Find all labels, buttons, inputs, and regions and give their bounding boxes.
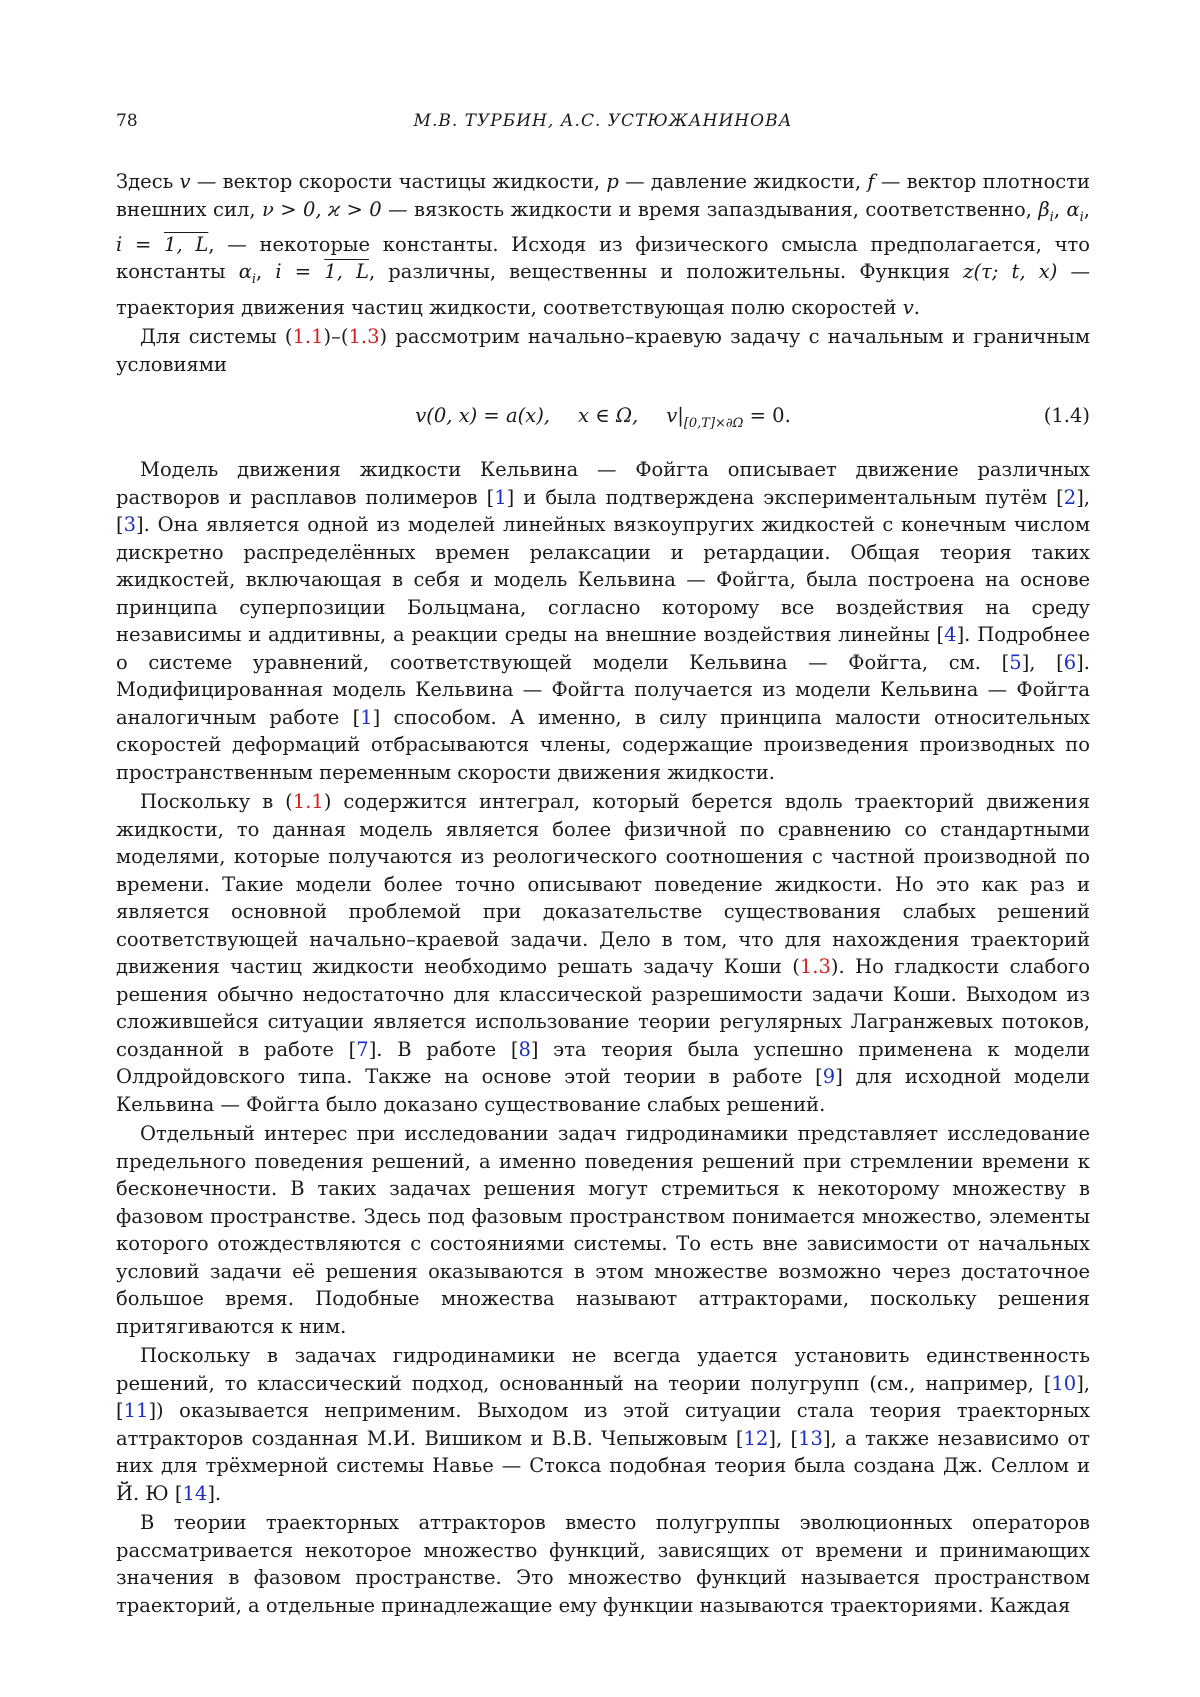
- equation-ref-1-1-second[interactable]: 1.1: [292, 790, 324, 814]
- equation-1-4: [116, 396, 1090, 436]
- citation-4[interactable]: 4: [944, 623, 957, 647]
- citation-3[interactable]: 3: [123, 513, 137, 537]
- citation-1-second[interactable]: 1: [360, 705, 373, 729]
- page-number: 78: [116, 111, 138, 131]
- citation-11[interactable]: 11: [123, 1399, 149, 1423]
- equation-ref-1-3[interactable]: 1.3: [348, 325, 380, 349]
- paragraph-trajectory-attractors: Поскольку в задачах гидродинамики не всегда удается установить единственность решений, то классический подход, основанный на теории полугрупп (см., например, [10], [11]) оказывается неприменим. Выходом из этой ситуации стала теория траекторных аттракторов созданная М.И. Вишиком и В.В. Чепыжовым [12], [13], а также независимо от них для трёхмерной системы Навье — Стокса подобная теория была создана Дж. Селлом и Й. Ю [14].: [116, 1344, 1090, 1505]
- equation-ref-1-1[interactable]: 1.1: [292, 325, 324, 349]
- citation-12[interactable]: 12: [743, 1426, 769, 1450]
- paragraph-lagrangian-flows: Поскольку в (1.1) содержится интеграл, который берется вдоль траекторий движения жидкости, то данная модель является более физичной по сравнению со стандартными моделями, которые получаются из реологического соотношения с частной производной по времени. Такие модели более точно описывают поведение жидкости. Но это как раз и является основной проблемой при доказательстве существования слабых решений соответствующей начально–краевой задачи. Дело в том, что для нахождения траекторий движения частиц жидкости необходимо решать задачу Коши (1.3). Но гладкости слабого решения обычно недостаточно для классической разрешимости задачи Коши. Выходом из сложившейся ситуации является использование теории регулярных Лагранжевых потоков, созданной в работе [7]. В работе [8] эта теория была успешно применена к модели Олдройдовского типа. Также на основе этой теории в работе [9] для исходной модели Кельвина — Фойгта было доказано существование слабых решений.: [116, 790, 1091, 1116]
- equation-body: v(0, x) = a(x), x ∈ Ω, $v|_{[0,T]\times\partial\Omega} = 0$.: [415, 404, 791, 432]
- citation-6[interactable]: 6: [1063, 650, 1077, 674]
- running-head: [116, 111, 1090, 137]
- body-text: [116, 168, 1090, 1621]
- citation-14[interactable]: 14: [182, 1481, 208, 1505]
- citation-13[interactable]: 13: [798, 1426, 823, 1450]
- citation-10[interactable]: 10: [1051, 1371, 1077, 1395]
- equation-ref-1-3-second[interactable]: 1.3: [799, 955, 831, 979]
- paragraph-trajectory-space: В теории траекторных аттракторов вместо полугруппы эволюционных операторов рассматривается некоторое множество функций, зависящих от времени и принимающих значения в фазовом пространстве. Это множество функций называется пространством траекторий, а отдельные принадлежащие ему функции называются траекториями. Каждая: [116, 1511, 1090, 1617]
- citation-2[interactable]: 2: [1063, 485, 1077, 509]
- paragraph-boundary-problem: Для системы (1.1)–(1.3) рассмотрим начально–краевую задачу с начальным и граничным условиями: [116, 325, 1090, 376]
- citation-7[interactable]: 7: [356, 1037, 369, 1061]
- running-head-authors: М.В. ТУРБИН, А.С. УСТЮЖАНИНОВА: [413, 111, 793, 131]
- citation-5[interactable]: 5: [1009, 650, 1022, 674]
- paragraph-definitions: Здесь v — вектор скорости частицы жидкости, p — давление жидкости, f — вектор плотности внешних сил, ν > 0, ϰ > 0 — вязкость жидкости и время запаздывания, соответственно, $\beta_i$, $\alpha_i$, i = 1, L, — некоторые константы. Исходя из физического смысла предполагается, что константы $\alpha_i$, i = 1, L, различны, вещественны и положительны. Функция z(τ; t, x) — траектория движения частиц жидкости, соответствующая полю скоростей v.: [116, 170, 1091, 319]
- paragraph-kelvin-voigt-model: Модель движения жидкости Кельвина — Фойгта описывает движение различных растворов и расплавов полимеров [1] и была подтверждена экспериментальным путём [2], [3]. Она является одной из моделей линейных вязкоупругих жидкостей с конечным числом дискретно распределённых времен релаксации и ретардации. Общая теория таких жидкостей, включающая в себя и модель Кельвина — Фойгта, была построена на основе принципа суперпозиции Больцмана, согласно которому все воздействия на среду независимы и аддитивны, а реакции среды на внешние воздействия линейны [4]. Подробнее о системе уравнений, соответствующей модели Кельвина — Фойгта, см. [5], [6]. Модифицированная модель Кельвина — Фойгта получается из модели Кельвина — Фойгта аналогичным работе [1] способом. А именно, в силу принципа малости относительных скоростей деформаций отбрасываются члены, содержащие произведения производных по пространственным переменным скорости движения жидкости.: [116, 458, 1091, 784]
- equation-number: (1.4): [1043, 404, 1090, 428]
- citation-1[interactable]: 1: [494, 485, 507, 509]
- citation-8[interactable]: 8: [518, 1037, 531, 1061]
- paragraph-attractors: Отдельный интерес при исследовании задач гидродинамики представляет исследование предельного поведения решений, а именно поведения решений при стремлении времени к бесконечности. В таких задачах решения могут стремиться к некоторому множеству в фазовом пространстве. Здесь под фазовым пространством понимается множество, элементы которого отождествляются с состояниями системы. То есть вне зависимости от начальных условий задачи её решения оказываются в этом множестве возможно через достаточное большое время. Подобные множества называют аттракторами, поскольку решения притягиваются к ним.: [116, 1122, 1090, 1338]
- citation-9[interactable]: 9: [822, 1065, 836, 1089]
